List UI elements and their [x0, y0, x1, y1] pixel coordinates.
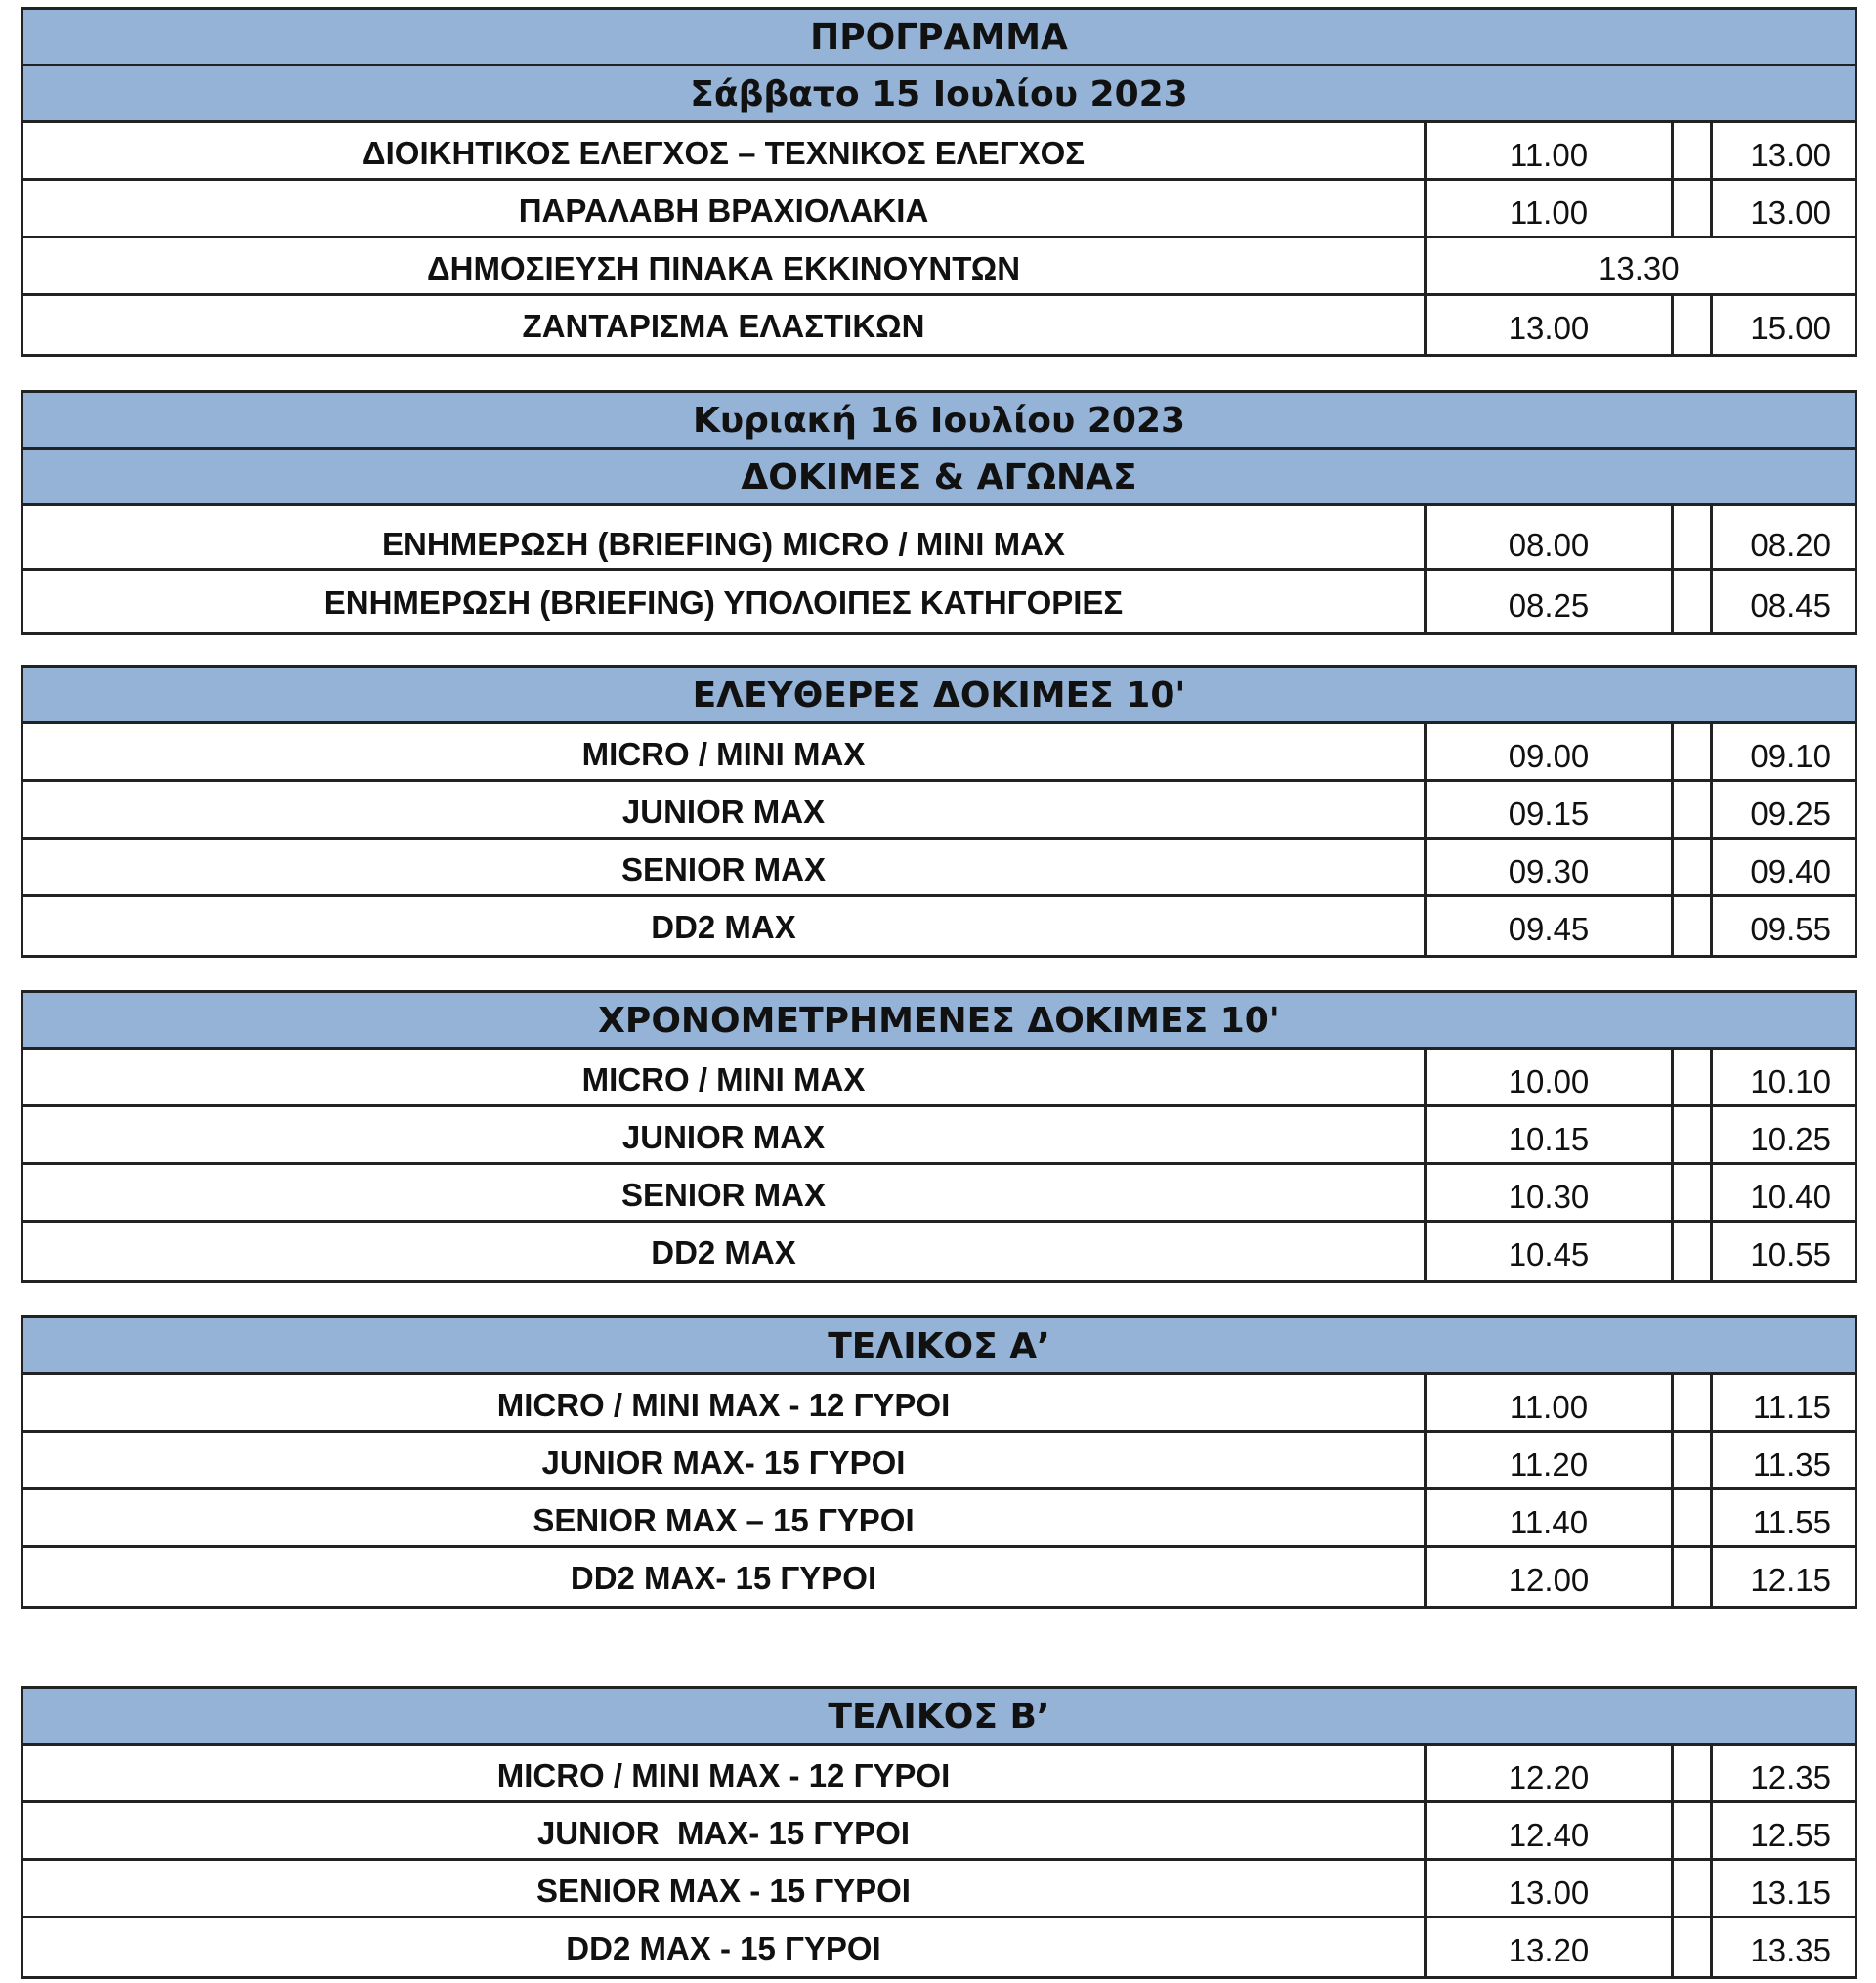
- event-label: DD2 MAX: [23, 897, 1427, 955]
- start-time: 10.15: [1427, 1107, 1674, 1162]
- event-label: SENIOR MAX: [23, 840, 1427, 894]
- single-time: 13.30: [1599, 250, 1680, 286]
- separator-cell: [1674, 840, 1713, 894]
- event-label: JUNIOR MAX: [23, 782, 1427, 837]
- event-label: MICRO / MINI MAX: [23, 1050, 1427, 1104]
- separator-cell: [1674, 296, 1713, 354]
- start-time: 12.20: [1427, 1746, 1674, 1800]
- start-time: 09.30: [1427, 840, 1674, 894]
- table-row: [23, 1490, 1855, 1548]
- section-header: ΔΟΚΙΜΕΣ & ΑΓΩΝΑΣ: [23, 450, 1855, 506]
- end-time: 12.35: [1750, 1759, 1831, 1795]
- end-time: 10.10: [1750, 1063, 1831, 1099]
- section-header: ΤΕΛΙΚΟΣ Β’: [23, 1689, 1855, 1746]
- event-label: JUNIOR MAX: [23, 1107, 1427, 1162]
- end-time: 15.00: [1750, 310, 1831, 346]
- end-time: 11.15: [1752, 1389, 1831, 1425]
- separator-cell: [1674, 1107, 1713, 1162]
- event-label: MICRO / MINI MAX - 12 ΓΥΡΟΙ: [23, 1375, 1427, 1430]
- event-label: SENIOR MAX – 15 ΓΥΡΟΙ: [23, 1490, 1427, 1545]
- schedule-section: [21, 1686, 1857, 1979]
- start-time: 10.30: [1427, 1165, 1674, 1220]
- table-row: [23, 296, 1855, 354]
- table-row: [23, 724, 1855, 782]
- start-time: 10.45: [1427, 1223, 1674, 1280]
- separator-cell: [1674, 724, 1713, 779]
- end-time: 13.00: [1750, 137, 1831, 173]
- event-label: SENIOR MAX: [23, 1165, 1427, 1220]
- schedule-section: [21, 990, 1857, 1283]
- table-row: [23, 840, 1855, 897]
- table-row: [23, 1746, 1855, 1803]
- separator-cell: [1674, 1803, 1713, 1858]
- start-time: 13.00: [1427, 1861, 1674, 1916]
- table-row: [23, 897, 1855, 955]
- separator-cell: [1674, 571, 1713, 632]
- separator-cell: [1674, 123, 1713, 178]
- end-time: 11.35: [1752, 1446, 1831, 1483]
- end-time: 10.25: [1750, 1121, 1831, 1157]
- schedule-section: [21, 1315, 1857, 1609]
- start-time: 11.20: [1427, 1433, 1674, 1487]
- start-time: 08.00: [1427, 506, 1674, 568]
- section-header: ΠΡΟΓΡΑΜΜΑ: [23, 10, 1855, 66]
- start-time: 08.25: [1427, 571, 1674, 632]
- end-time: 08.45: [1750, 587, 1831, 624]
- separator-cell: [1674, 1375, 1713, 1430]
- separator-cell: [1674, 181, 1713, 236]
- separator-cell: [1674, 506, 1713, 568]
- separator-cell: [1674, 1861, 1713, 1916]
- end-time: 09.55: [1750, 911, 1831, 947]
- table-row: [23, 506, 1855, 571]
- separator-cell: [1674, 1223, 1713, 1280]
- section-header: Σάββατο 15 Ιουλίου 2023: [23, 66, 1855, 123]
- event-label: ΕΝΗΜΕΡΩΣΗ (BRIEFING) ΥΠΟΛΟΙΠΕΣ ΚΑΤΗΓΟΡΙΕΣ: [23, 571, 1427, 632]
- separator-cell: [1674, 1433, 1713, 1487]
- start-time: 09.15: [1427, 782, 1674, 837]
- end-time: 12.15: [1750, 1562, 1831, 1598]
- start-time: 10.00: [1427, 1050, 1674, 1104]
- start-time: 11.00: [1427, 181, 1674, 236]
- schedule-section: [21, 665, 1857, 958]
- end-time: 11.55: [1752, 1504, 1831, 1540]
- end-time: 13.15: [1750, 1875, 1831, 1911]
- end-time: 09.25: [1750, 796, 1831, 832]
- table-row: [23, 1375, 1855, 1433]
- start-time: 11.00: [1427, 123, 1674, 178]
- start-time: 13.00: [1427, 296, 1674, 354]
- end-time: 10.55: [1750, 1236, 1831, 1272]
- end-time: 13.00: [1750, 194, 1831, 231]
- section-header: ΤΕΛΙΚΟΣ Α’: [23, 1318, 1855, 1375]
- start-time: 11.00: [1427, 1375, 1674, 1430]
- start-time: 09.45: [1427, 897, 1674, 955]
- event-label: DD2 MAX- 15 ΓΥΡΟΙ: [23, 1548, 1427, 1606]
- section-header: ΕΛΕΥΘΕΡΕΣ ΔΟΚΙΜΕΣ 10': [23, 668, 1855, 724]
- end-time: 08.20: [1750, 527, 1831, 563]
- separator-cell: [1674, 897, 1713, 955]
- start-time: 13.20: [1427, 1918, 1674, 1976]
- schedule-section: [21, 390, 1857, 635]
- end-time: 10.40: [1750, 1179, 1831, 1215]
- event-label: DD2 MAX - 15 ΓΥΡΟΙ: [23, 1918, 1427, 1976]
- end-time: 12.55: [1750, 1817, 1831, 1853]
- separator-cell: [1674, 782, 1713, 837]
- event-label: SENIOR MAX - 15 ΓΥΡΟΙ: [23, 1861, 1427, 1916]
- event-label: JUNIOR MAX- 15 ΓΥΡΟΙ: [23, 1803, 1427, 1858]
- end-time: 13.35: [1750, 1932, 1831, 1968]
- event-label: ΕΝΗΜΕΡΩΣΗ (BRIEFING) MICRO / MINI MAX: [23, 506, 1427, 568]
- start-time: 11.40: [1427, 1490, 1674, 1545]
- start-time: 12.40: [1427, 1803, 1674, 1858]
- table-row: [23, 1165, 1855, 1223]
- separator-cell: [1674, 1746, 1713, 1800]
- separator-cell: [1674, 1548, 1713, 1606]
- section-header: Κυριακή 16 Ιουλίου 2023: [23, 393, 1855, 450]
- table-row: [23, 238, 1855, 296]
- table-row: [23, 181, 1855, 238]
- start-time: 09.00: [1427, 724, 1674, 779]
- table-row: [23, 782, 1855, 840]
- event-label: ΠΑΡΑΛΑΒΗ ΒΡΑΧΙΟΛΑΚΙΑ: [23, 181, 1427, 236]
- table-row: [23, 1803, 1855, 1861]
- table-row: [23, 1223, 1855, 1280]
- event-label: ΔΙΟΙΚΗΤΙΚΟΣ ΕΛΕΓΧΟΣ – ΤΕΧΝΙΚΟΣ ΕΛΕΓΧΟΣ: [23, 123, 1427, 178]
- separator-cell: [1674, 1165, 1713, 1220]
- separator-cell: [1674, 1490, 1713, 1545]
- start-time: 12.00: [1427, 1548, 1674, 1606]
- event-label: JUNIOR MAX- 15 ΓΥΡΟΙ: [23, 1433, 1427, 1487]
- table-row: [23, 1918, 1855, 1976]
- table-row: [23, 123, 1855, 181]
- separator-cell: [1674, 1918, 1713, 1976]
- table-row: [23, 571, 1855, 632]
- table-row: [23, 1433, 1855, 1490]
- event-label: MICRO / MINI MAX: [23, 724, 1427, 779]
- table-row: [23, 1107, 1855, 1165]
- separator-cell: [1674, 1050, 1713, 1104]
- end-time: 09.40: [1750, 853, 1831, 889]
- table-row: [23, 1861, 1855, 1918]
- section-header: ΧΡΟΝΟΜΕΤΡΗΜΕΝΕΣ ΔΟΚΙΜΕΣ 10': [23, 993, 1855, 1050]
- table-row: [23, 1050, 1855, 1107]
- schedule-section: [21, 7, 1857, 357]
- event-label: ΖΑΝΤΑΡΙΣΜΑ ΕΛΑΣΤΙΚΩΝ: [23, 296, 1427, 354]
- end-time: 09.10: [1750, 738, 1831, 774]
- event-label: DD2 MAX: [23, 1223, 1427, 1280]
- event-label: ΔΗΜΟΣΙΕΥΣΗ ΠΙΝΑΚΑ ΕΚΚΙΝΟΥΝΤΩΝ: [23, 238, 1427, 293]
- event-label: MICRO / MINI MAX - 12 ΓΥΡΟΙ: [23, 1746, 1427, 1800]
- table-row: [23, 1548, 1855, 1606]
